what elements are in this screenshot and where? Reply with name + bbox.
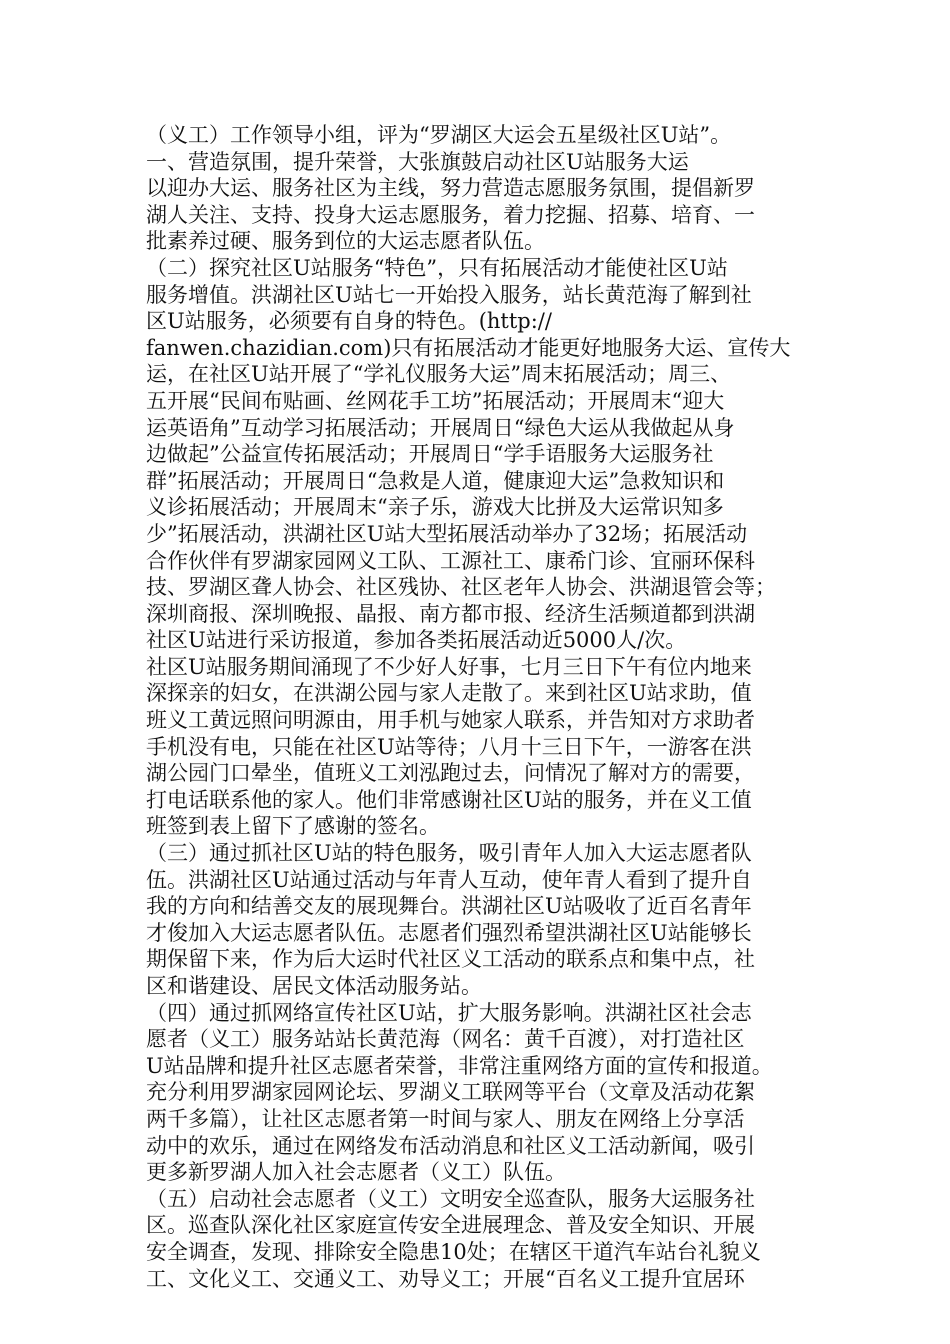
text-line: 区U站服务，必须要有自身的特色。(http:// — [146, 309, 552, 334]
text-line: 一、营造氛围，提升荣誉，大张旗鼓启动社区U站服务大运 — [146, 149, 689, 174]
text-line: 少”拓展活动，洪湖社区U站大型拓展活动举办了32场；拓展活动 — [146, 521, 748, 546]
text-line: 服务增值。洪湖社区U站七一开始投入服务，站长黄范海了解到社 — [146, 282, 752, 307]
text-line: 深圳商报、深圳晚报、晶报、南方都市报、经济生活频道都到洪湖 — [146, 601, 755, 626]
text-line: 边做起”公益宣传拓展活动；开展周日“学手语服务大运服务社 — [146, 442, 714, 467]
text-line: 以迎办大运、服务社区为主线，努力营造志愿服务氛围，提倡新罗 — [146, 176, 755, 201]
text-line: 更多新罗湖人加入社会志愿者（义工）队伍。 — [146, 1160, 566, 1185]
text-line: U站品牌和提升社区志愿者荣誉，非常注重网络方面的宣传和报道。 — [146, 1053, 773, 1078]
text-line: 我的方向和结善交友的展现舞台。洪湖社区U站吸收了近百名青年 — [146, 894, 752, 919]
text-line: 五开展“民间布贴画、丝网花手工坊”拓展活动；开展周末“迎大 — [146, 388, 725, 413]
text-line: fanwen.chazidian.com)只有拓展活动才能更好地服务大运、宣传大 — [146, 335, 791, 360]
text-line: 合作伙伴有罗湖家园网义工队、工源社工、康希门诊、宜丽环保科 — [146, 548, 755, 573]
text-line: 工、文化义工、交通义工、劝导义工；开展“百名义工提升宜居环 — [146, 1266, 745, 1291]
document-body — [146, 122, 806, 1292]
text-line: 班义工黄远照问明源由，用手机与她家人联系，并告知对方求助者 — [146, 708, 755, 733]
text-line: （三）通过抓社区U站的特色服务，吸引青年人加入大运志愿者队 — [146, 841, 752, 866]
text-line: 群”拓展活动；开展周日“急救是人道，健康迎大运”急救知识和 — [146, 468, 725, 493]
text-line: 社区U站服务期间涌现了不少好人好事，七月三日下午有位内地来 — [146, 654, 752, 679]
text-line: 区。巡查队深化社区家庭宣传安全进展理念、普及安全知识、开展 — [146, 1213, 755, 1238]
text-line: 深探亲的妇女，在洪湖公园与家人走散了。来到社区U站求助，值 — [146, 681, 752, 706]
text-line: 运英语角”互动学习拓展活动；开展周日“绿色大运从我做起从身 — [146, 415, 735, 440]
text-line: 技、罗湖区聋人协会、社区残协、社区老年人协会、洪湖退管会等； — [146, 575, 776, 600]
text-line: 运，在社区U站开展了“学礼仪服务大运”周末拓展活动；周三、 — [146, 362, 732, 387]
text-line: 湖公园门口晕坐，值班义工刘泓跑过去，问情况了解对方的需要， — [146, 761, 755, 786]
text-line: 期保留下来，作为后大运时代社区义工活动的联系点和集中点，社 — [146, 947, 755, 972]
text-line: （二）探究社区U站服务“特色”，只有拓展活动才能使社区U站 — [146, 255, 728, 280]
text-line: 社区U站进行采访报道，参加各类拓展活动近5000人/次。 — [146, 628, 687, 653]
text-line: 批素养过硬、服务到位的大运志愿者队伍。 — [146, 229, 545, 254]
text-line: 伍。洪湖社区U站通过活动与年青人互动，使年青人看到了提升自 — [146, 867, 752, 892]
text-line: （四）通过抓网络宣传社区U站，扩大服务影响。洪湖社区社会志 — [146, 1000, 752, 1025]
text-line: 湖人关注、支持、投身大运志愿服务，着力挖掘、招募、培育、一 — [146, 202, 755, 227]
text-line: 班签到表上留下了感谢的签名。 — [146, 814, 440, 839]
text-line: （义工）工作领导小组，评为“罗湖区大运会五星级社区U站”。 — [146, 123, 732, 147]
text-line: 动中的欢乐，通过在网络发布活动消息和社区义工活动新闻，吸引 — [146, 1133, 755, 1158]
text-line: （五）启动社会志愿者（义工）文明安全巡查队，服务大运服务社 — [146, 1186, 755, 1211]
text-line: 才俊加入大运志愿者队伍。志愿者们强烈希望洪湖社区U站能够长 — [146, 920, 752, 945]
text-line: 两千多篇），让社区志愿者第一时间与家人、朋友在网络上分享活 — [146, 1106, 745, 1131]
text-line: 愿者（义工）服务站站长黄范海（网名：黄千百渡），对打造社区 — [146, 1027, 745, 1052]
text-line: 义诊拓展活动；开展周末“亲子乐，游戏大比拼及大运常识知多 — [146, 495, 724, 520]
text-line: 充分利用罗湖家园网论坛、罗湖义工联网等平台（文章及活动花絮 — [146, 1080, 755, 1105]
text-line: 安全调查，发现、排除安全隐患10处；在辖区干道汽车站台礼貌义 — [146, 1239, 761, 1264]
text-line: 手机没有电，只能在社区U站等待；八月十三日下午，一游客在洪 — [146, 734, 752, 759]
text-line: 打电话联系他的家人。他们非常感谢社区U站的服务，并在义工值 — [146, 787, 752, 812]
text-line: 区和谐建设、居民文体活动服务站。 — [146, 974, 482, 998]
